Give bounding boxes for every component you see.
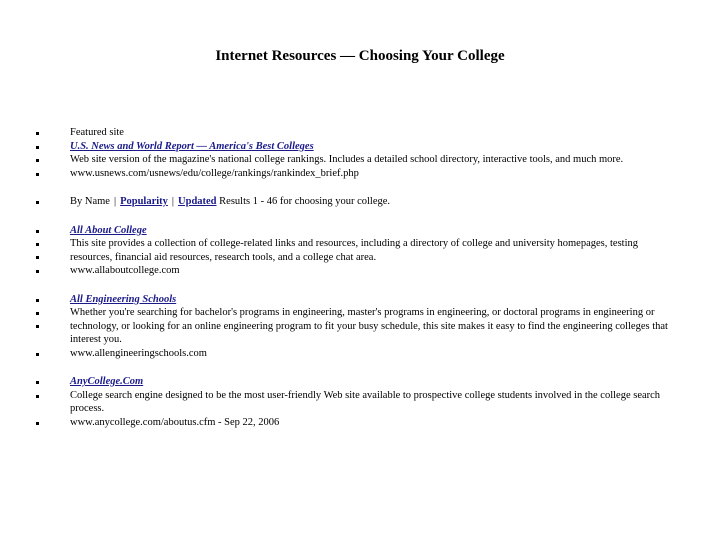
result-title-item [36,375,676,389]
result-title-item [36,224,676,238]
result-link-anycollege[interactable]: AnyCollege.Com [70,376,144,387]
sort-separator: | [113,196,117,207]
page-title: Internet Resources — Choosing Your College [215,48,505,64]
result-link-all-about-college[interactable]: All About College [70,224,147,236]
sort-by-name: By Name [70,196,110,207]
result-description: College search engine designed to be the most user-friendly Web site available to prospective college students involved in the college search process. [36,389,676,416]
sort-updated-link[interactable]: Updated [178,196,217,207]
result-link-all-engineering-schools[interactable]: All Engineering Schools [70,293,177,305]
sort-popularity-link[interactable]: Popularity [120,196,168,207]
result-url: www.allaboutcollege.com [36,264,676,278]
featured-description: Web site version of the magazine's national college rankings. Includes a detailed school directory, interactive tools, and much more. [36,153,676,167]
sort-bar [36,195,676,209]
result-url: www.anycollege.com/aboutus.cfm - Sep 22, 2006 [36,416,676,430]
result-url: www.allengineeringschools.com [36,347,676,361]
result-description: This site provides a collection of college-related links and resources, including a directory of college and university homepages, testing resources, financial aid resources, research tools, and a college chat area. [36,237,676,264]
results-count: Results 1 - 46 for choosing your college. [219,196,391,207]
featured-url: www.usnews.com/usnews/edu/college/rankings/rankindex_brief.php [36,167,676,181]
result-title-item [36,293,676,307]
featured-label: Featured site [36,126,676,140]
result-description: Whether you're searching for bachelor's programs in engineering, master's programs in engineering, or doctoral programs in engineering or technology, or looking for an online engineering program to fit your busy schedule, this site makes it easy to find the engineering colleges that interest you. [36,306,676,347]
resource-list [36,126,676,429]
sort-separator: | [171,196,175,207]
featured-link-item [36,140,676,154]
featured-link[interactable]: U.S. News and World Report — America's Best Colleges [70,140,314,152]
